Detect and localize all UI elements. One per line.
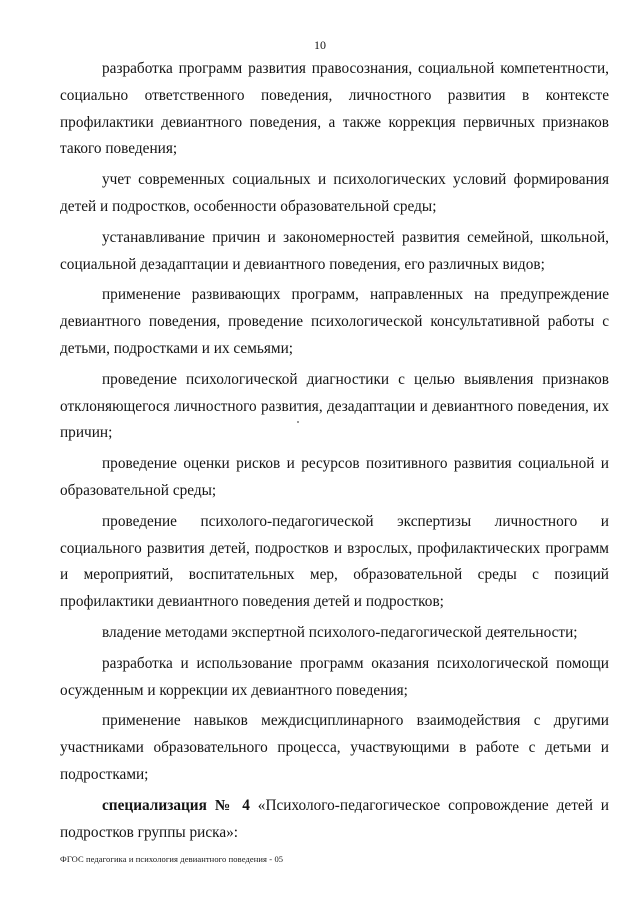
specialization-title: специализация № 4 (102, 796, 250, 814)
specialization-text: «Психолого-педагогическое сопровождение детей и подростков группы риска»: (60, 796, 609, 841)
paragraph-9: разработка и использование программ оказания психологической помощи осужденным и коррекции их девиантного поведения; (60, 654, 609, 699)
paragraph-10: применение навыков междисциплинарного взаимодействия с другими участниками образовательного процесса, участвующими в работе с детьми и подростками; (60, 712, 609, 783)
document-footer: ФГОС педагогика и психология девиантного поведения - 05 (60, 854, 284, 864)
paragraph-2: учет современных социальных и психологических условий формирования детей и подростков, особенности образовательной среды; (60, 171, 609, 215)
paragraph-5: проведение психологической диагностики с целью выявления признаков отклоняющегося личностного развития, дезадаптации и девиантного поведения, их причин; (60, 370, 609, 442)
paragraph-7: проведение психолого-педагогической экспертизы личностного и социального развития детей, подростков и взрослых, профилактических программ и мероприятий, воспитательных мер, образовательной среды с позиций профилактики девиантного поведения детей и подростков; (60, 512, 609, 611)
paragraph-6: проведение оценки рисков и ресурсов позитивного развития социальной и образовательной среды; (60, 455, 609, 499)
specialization-paragraph (60, 793, 609, 847)
paragraph-3: устанавливание причин и закономерностей развития семейной, школьной, социальной дезадаптации и девиантного поведения, его различных видов; (60, 228, 609, 273)
paragraph-4: применение развивающих программ, направленных на предупреждение девиантного поведения, проведение психологической консультативной работы с детьми, подростками и их семьями; (60, 286, 609, 357)
document-body (60, 56, 609, 850)
scan-speck (297, 421, 299, 423)
paragraph-1: разработка программ развития правосознания, социальной компетентности, социально ответственного поведения, личностного развития в контексте профилактики девиантного поведения, а также коррекция первичных признаков такого поведения; (60, 60, 609, 158)
paragraph-8: владение методами экспертной психолого-педагогической деятельности; (102, 623, 578, 641)
page-number: 10 (314, 38, 326, 52)
